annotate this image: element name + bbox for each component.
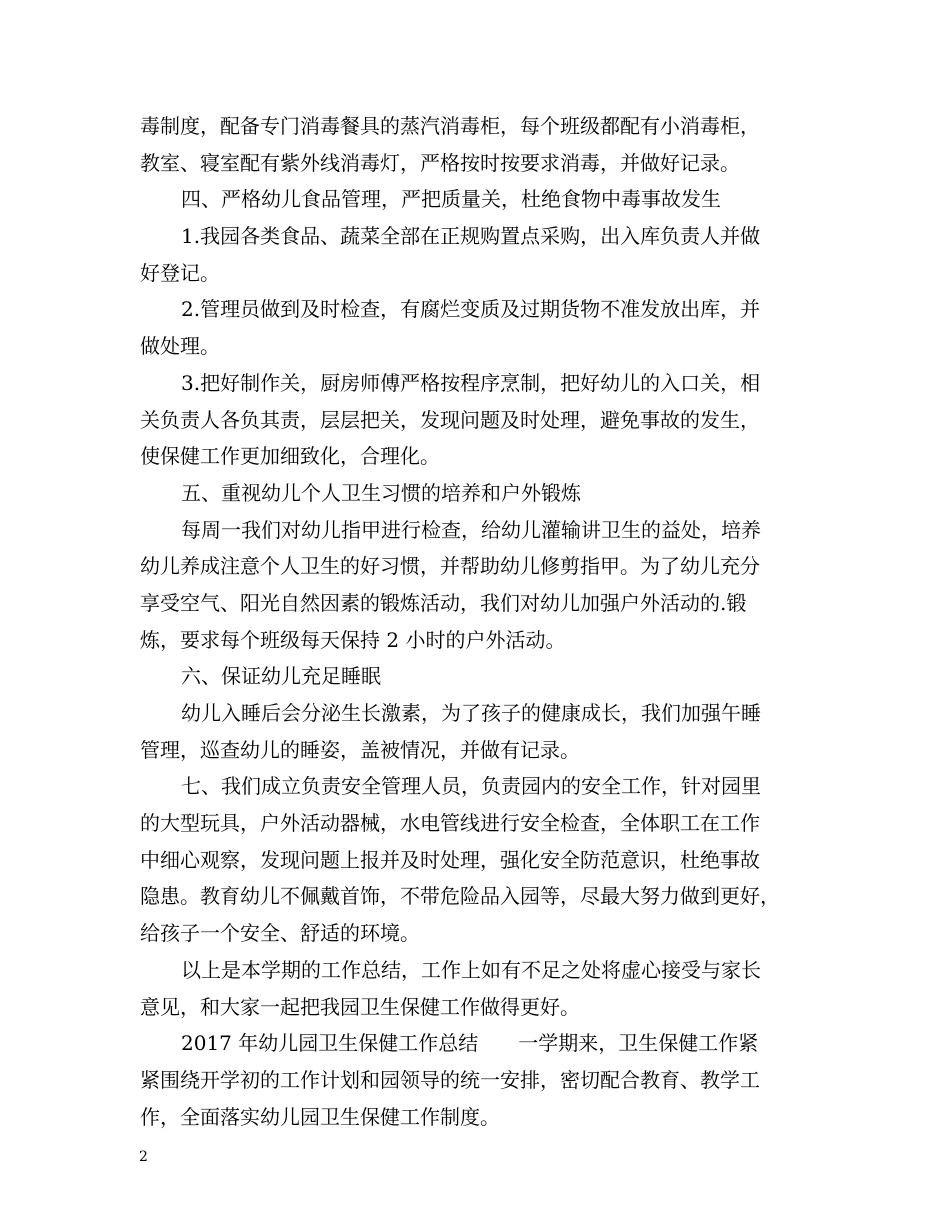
section-heading: 五、重视幼儿个人卫生习惯的培养和户外锻炼	[181, 480, 581, 505]
section-heading: 四、严格幼儿食品管理，严把质量关，杜绝食物中毒事故发生	[181, 187, 721, 212]
text-line: 意见，和大家一起把我园卫生保健工作做得更好。	[140, 994, 580, 1019]
text-line: 3.把好制作关，厨房师傅严格按程序烹制，把好幼儿的入口关，相	[181, 370, 761, 395]
text-line: 使保健工作更加细致化，合理化。	[140, 444, 440, 469]
text-line: 紧围绕开学初的工作计划和园领导的统一安排，密切配合教育、教学工	[140, 1067, 760, 1092]
text-line: 2017 年幼儿园卫生保健工作总结 一学期来，卫生保健工作紧	[181, 1031, 759, 1056]
section-heading: 七、我们成立负责安全管理人员，负责园内的安全工作，针对园里	[181, 774, 761, 799]
text-line: 关负责人各负其责，层层把关，发现问题及时处理，避免事故的发生，	[140, 407, 760, 432]
text-line: 每周一我们对幼儿指甲进行检查，给幼儿灌输讲卫生的益处，培养	[181, 517, 761, 542]
text-line: 幼儿入睡后会分泌生长激素，为了孩子的健康成长，我们加强午睡	[181, 701, 761, 725]
text-line: 做处理。	[140, 334, 220, 359]
text-line: 的大型玩具，户外活动器械，水电管线进行安全检查，全体职工在工作	[140, 811, 760, 836]
page-number: 2	[139, 1149, 148, 1165]
text-line: 给孩子一个安全、舒适的环境。	[140, 921, 420, 946]
text-line: 2.管理员做到及时检查，有腐烂变质及过期货物不准发放出库，并	[181, 297, 761, 322]
text-line: 炼，要求每个班级每天保持 2 小时的户外活动。	[140, 627, 566, 652]
text-line: 管理，巡查幼儿的睡姿，盖被情况，并做有记录。	[140, 737, 580, 762]
document-body	[140, 108, 820, 1135]
text-line: 幼儿养成注意个人卫生的好习惯，并帮助幼儿修剪指甲。为了幼儿充分	[140, 554, 760, 579]
text-line: 以上是本学期的工作总结，工作上如有不足之处将虚心接受与家长	[181, 957, 761, 982]
text-line: 1.我园各类食品、蔬菜全部在正规购置点采购，出入库负责人并做	[181, 224, 761, 249]
section-heading: 六、保证幼儿充足睡眠	[181, 664, 381, 689]
text-line: 教室、寝室配有紫外线消毒灯，严格按时按要求消毒，并做好记录。	[140, 150, 740, 175]
text-line: 中细心观察，发现问题上报并及时处理，强化安全防范意识，杜绝事故	[140, 847, 760, 872]
text-line: 毒制度，配备专门消毒餐具的蒸汽消毒柜，每个班级都配有小消毒柜，	[140, 114, 760, 138]
text-line: 享受空气、阳光自然因素的锻炼活动，我们对幼儿加强户外活动的.锻	[140, 590, 747, 615]
text-line: 隐患。教育幼儿不佩戴首饰，不带危险品入园等，尽最大努力做到更好，	[140, 884, 780, 909]
text-line: 作，全面落实幼儿园卫生保健工作制度。	[140, 1104, 500, 1129]
text-line: 好登记。	[140, 260, 220, 285]
